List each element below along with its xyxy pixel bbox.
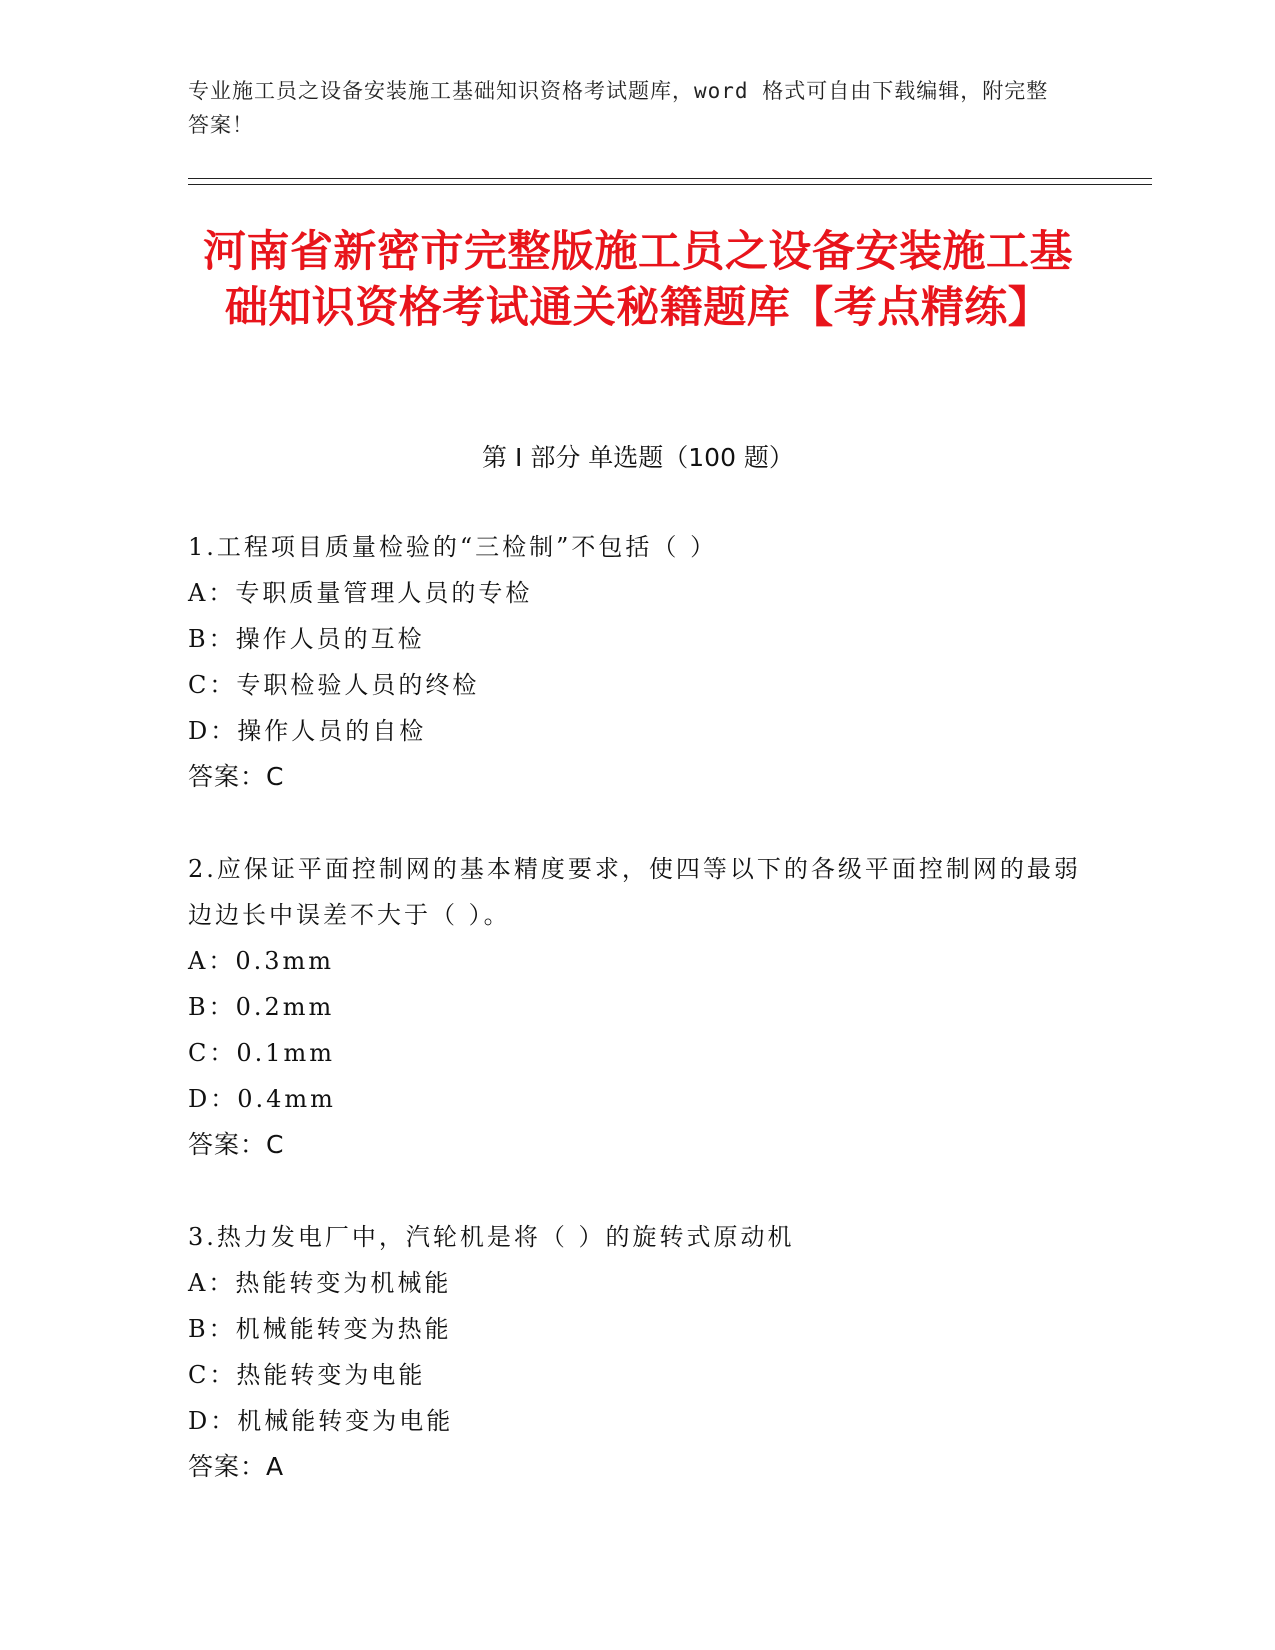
option-a: A：热能转变为机械能 [188, 1269, 452, 1297]
document-title: 河南省新密市完整版施工员之设备安装施工基础知识资格考试通关秘籍题库【考点精练】 [203, 227, 1073, 333]
header-note: 专业施工员之设备安装施工基础知识资格考试题库，word 格式可自由下载编辑，附完整答案！ [188, 79, 1049, 137]
option-c: C：热能转变为电能 [188, 1361, 426, 1389]
answer-line: 答案：A [188, 1452, 285, 1481]
option-c: C：专职检验人员的终检 [188, 671, 480, 699]
option-d: D：操作人员的自检 [188, 717, 427, 745]
section-heading: 第 I 部分 单选题（100 题） [482, 443, 794, 472]
question-list [188, 524, 1088, 1536]
answer-line: 答案：C [188, 762, 285, 791]
question-stem: 3.热力发电厂中，汽轮机是将（ ）的旋转式原动机 [188, 1223, 795, 1251]
question-stem: 1.工程项目质量检验的“三检制”不包括（ ） [188, 533, 718, 561]
question-3 [188, 1214, 1088, 1490]
option-c: C：0.1mm [188, 1039, 336, 1067]
option-b: B：0.2mm [188, 993, 335, 1021]
option-b: B：操作人员的互检 [188, 625, 425, 653]
header-rule-top [188, 178, 1152, 179]
header-rule-bottom [188, 184, 1152, 185]
answer-line: 答案：C [188, 1130, 285, 1159]
option-d: D：机械能转变为电能 [188, 1407, 454, 1435]
question-1 [188, 524, 1088, 800]
option-a: A：0.3mm [188, 947, 335, 975]
question-stem: 2.应保证平面控制网的基本精度要求，使四等以下的各级平面控制网的最弱边边长中误差不大于（ ）。 [188, 855, 1081, 929]
option-d: D：0.4mm [188, 1085, 336, 1113]
option-b: B：机械能转变为热能 [188, 1315, 452, 1343]
question-2 [188, 846, 1088, 1168]
option-a: A：专职质量管理人员的专检 [188, 579, 533, 607]
